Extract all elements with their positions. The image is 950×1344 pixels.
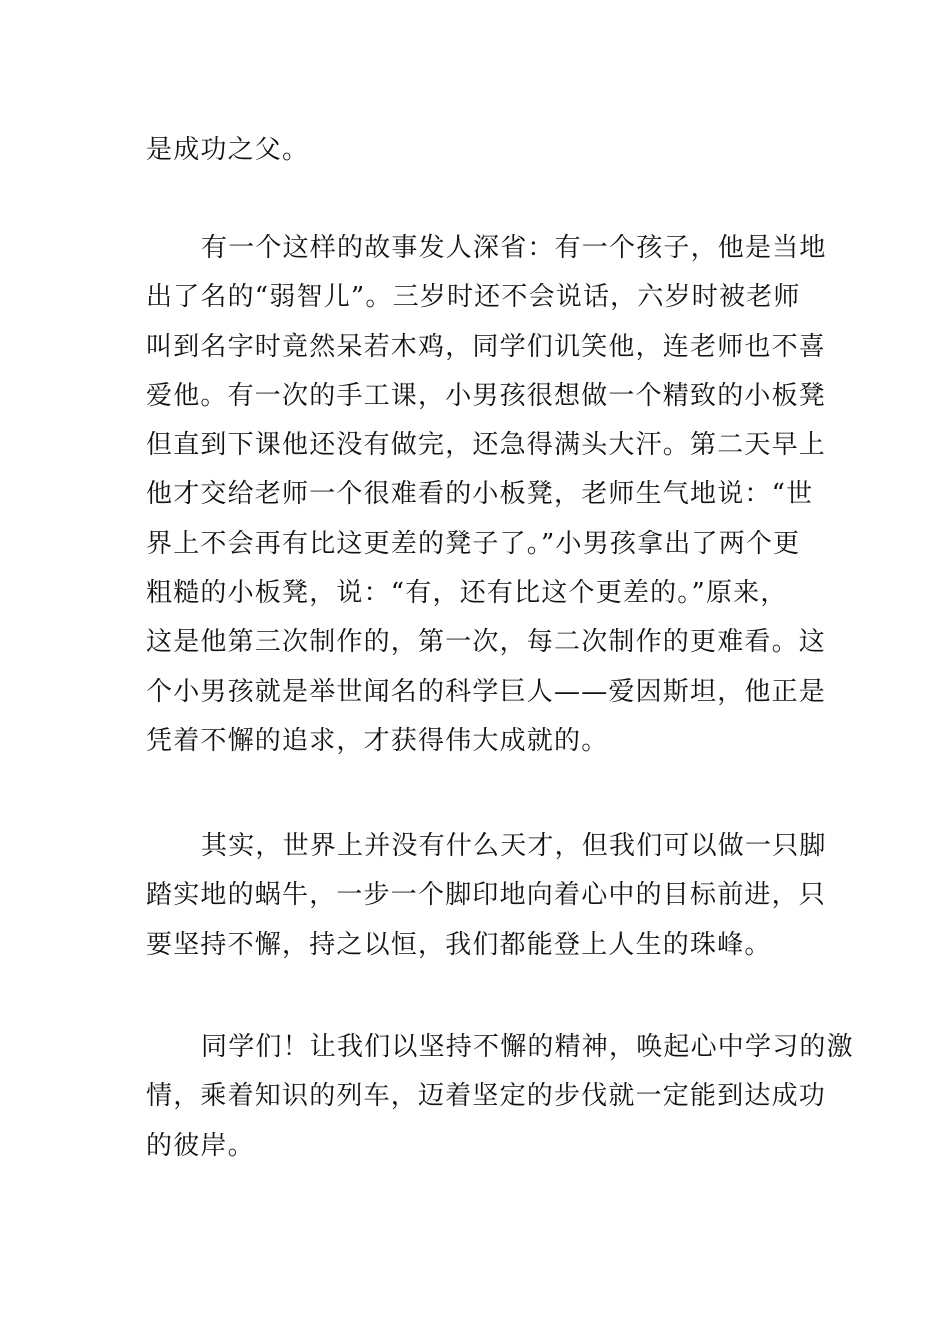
paragraph-3: [146, 822, 827, 970]
text-line: 有一个这样的故事发人深省：有一个孩子，他是当地: [201, 233, 827, 263]
text-line: 要坚持不懈，持之以恒，我们都能登上人生的珠峰。: [146, 929, 772, 960]
paragraph-4: [146, 1023, 854, 1171]
text-line: 是成功之父。: [146, 135, 310, 165]
text-line: 凭着不懈的追求，才获得伟大成就的。: [146, 725, 609, 756]
text-line: 的彼岸。: [146, 1130, 255, 1161]
text-line: 叫到名字时竟然呆若木鸡，同学们讥笑他，连老师也不喜: [146, 331, 827, 362]
text-line: 踏实地的蜗牛，一步一个脚印地向着心中的目标前进，只: [146, 880, 827, 911]
text-line: 界上不会再有比这更差的凳子了。”小男孩拿出了两个更: [146, 528, 801, 559]
text-line: 但直到下课他还没有做完，还急得满头大汗。第二天早上: [146, 430, 827, 461]
text-line: 这是他第三次制作的，第一次，每二次制作的更难看。这: [146, 627, 827, 658]
paragraph-2: [146, 224, 827, 766]
text-line: 爱他。有一次的手工课，小男孩很想做一个精致的小板凳: [146, 380, 827, 411]
text-line: 粗糙的小板凳，说：“有，还有比这个更差的。”原来，: [146, 578, 788, 609]
text-line: 他才交给老师一个很难看的小板凳，老师生气地说：“世: [146, 479, 814, 510]
text-line: 出了名的“弱智儿”。三岁时还不会说话，六岁时被老师: [146, 282, 801, 313]
text-line: 个小男孩就是举世闻名的科学巨人——爱因斯坦，他正是: [146, 676, 827, 707]
paragraph-1: [146, 126, 810, 175]
text-line: 其实，世界上并没有什么天才，但我们可以做一只脚: [201, 831, 827, 861]
text-line: 情，乘着知识的列车，迈着坚定的步伐就一定能到达成功: [146, 1081, 827, 1112]
text-line: 同学们！让我们以坚持不懈的精神，唤起心中学习的激: [201, 1032, 854, 1062]
